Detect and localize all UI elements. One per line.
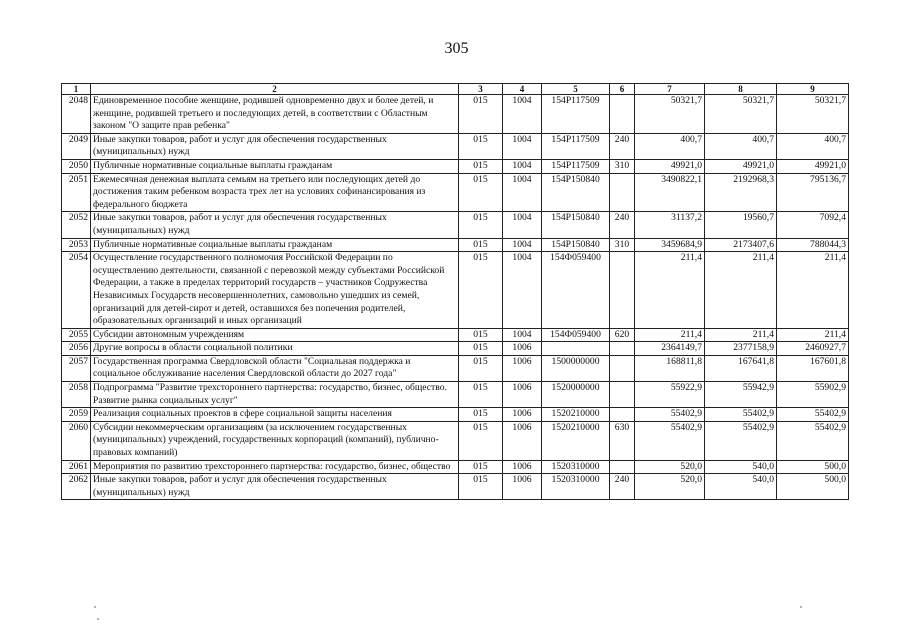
amount-col7: 520,0 xyxy=(635,460,705,474)
table-body xyxy=(62,95,849,500)
expense-type-code: 240 xyxy=(610,133,635,159)
amount-col9: 55402,9 xyxy=(777,421,849,460)
expense-type-code xyxy=(610,460,635,474)
row-name: Реализация социальных проектов в сфере социальной защиты населения xyxy=(91,408,459,422)
ministry-code: 015 xyxy=(459,173,503,212)
target-article-code: 1520210000 xyxy=(542,408,610,422)
expense-type-code xyxy=(610,408,635,422)
amount-col9: 500,0 xyxy=(777,474,849,500)
ministry-code: 015 xyxy=(459,355,503,381)
ministry-code: 015 xyxy=(459,133,503,159)
ministry-code: 015 xyxy=(459,421,503,460)
expense-type-code xyxy=(610,342,635,356)
section-code: 1006 xyxy=(503,421,542,460)
row-name: Иные закупки товаров, работ и услуг для обеспечения государственных (муниципальных) нужд xyxy=(91,133,459,159)
amount-col9: 55402,9 xyxy=(777,408,849,422)
ministry-code: 015 xyxy=(459,408,503,422)
amount-col9: 2460927,7 xyxy=(777,342,849,356)
expense-type-code xyxy=(610,252,635,329)
page-number: 305 xyxy=(444,40,469,57)
row-name: Подпрограмма "Развитие трехстороннего партнерства: государство, бизнес, общество. Развитие рынка социальных услуг" xyxy=(91,382,459,408)
row-name: Государственная программа Свердловской области "Социальная поддержка и социальное обслуживание населения Свердловской области до 2027 года" xyxy=(91,355,459,381)
amount-col7: 55402,9 xyxy=(635,408,705,422)
amount-col7: 3490822,1 xyxy=(635,173,705,212)
table-row xyxy=(62,421,849,460)
row-name: Иные закупки товаров, работ и услуг для обеспечения государственных (муниципальных) нужд xyxy=(91,212,459,238)
ministry-code: 015 xyxy=(459,460,503,474)
table-row xyxy=(62,328,849,342)
header-row xyxy=(62,84,849,95)
row-number: 2048 xyxy=(62,95,91,134)
amount-col7: 31137,2 xyxy=(635,212,705,238)
amount-col8: 167641,8 xyxy=(705,355,777,381)
row-number: 2053 xyxy=(62,238,91,252)
row-number: 2059 xyxy=(62,408,91,422)
row-name: Мероприятия по развитию трехстороннего партнерства: государство, бизнес, общество xyxy=(91,460,459,474)
expense-type-code: 310 xyxy=(610,159,635,173)
budget-table xyxy=(61,83,849,500)
amount-col8: 55402,9 xyxy=(705,421,777,460)
section-code: 1006 xyxy=(503,474,542,500)
row-name: Другие вопросы в области социальной политики xyxy=(91,342,459,356)
expense-type-code: 240 xyxy=(610,474,635,500)
target-article-code: 154Ф059400 xyxy=(542,252,610,329)
expense-type-code xyxy=(610,95,635,134)
section-code: 1004 xyxy=(503,238,542,252)
amount-col7: 168811,8 xyxy=(635,355,705,381)
section-code: 1004 xyxy=(503,252,542,329)
row-name: Единовременное пособие женщине, родившей одновременно двух и более детей, и женщине, родившей третьего и последующих детей, в соответствии с Областным законом "О защите прав ребенка" xyxy=(91,95,459,134)
expense-type-code xyxy=(610,355,635,381)
amount-col8: 211,4 xyxy=(705,328,777,342)
amount-col8: 540,0 xyxy=(705,460,777,474)
ministry-code: 015 xyxy=(459,238,503,252)
ministry-code: 015 xyxy=(459,342,503,356)
row-number: 2061 xyxy=(62,460,91,474)
row-name: Субсидии некоммерческим организациям (за исключением государственных (муниципальных) учреждений, государственных корпораций (компаний), публично-правовых компаний) xyxy=(91,421,459,460)
row-number: 2049 xyxy=(62,133,91,159)
table-row xyxy=(62,238,849,252)
section-code: 1004 xyxy=(503,328,542,342)
amount-col8: 49921,0 xyxy=(705,159,777,173)
table-row xyxy=(62,382,849,408)
expense-type-code: 630 xyxy=(610,421,635,460)
section-code: 1006 xyxy=(503,355,542,381)
ministry-code: 015 xyxy=(459,95,503,134)
target-article-code: 154P117509 xyxy=(542,159,610,173)
amount-col9: 795136,7 xyxy=(777,173,849,212)
target-article-code: 1520000000 xyxy=(542,382,610,408)
section-code: 1004 xyxy=(503,212,542,238)
expense-type-code xyxy=(610,173,635,212)
row-number: 2054 xyxy=(62,252,91,329)
table-row xyxy=(62,173,849,212)
section-code: 1004 xyxy=(503,173,542,212)
scan-speck xyxy=(800,606,802,608)
table-row xyxy=(62,95,849,134)
amount-col7: 520,0 xyxy=(635,474,705,500)
amount-col8: 50321,7 xyxy=(705,95,777,134)
column-header: 8 xyxy=(705,84,777,95)
column-header: 3 xyxy=(459,84,503,95)
table-row xyxy=(62,212,849,238)
row-number: 2056 xyxy=(62,342,91,356)
row-name: Публичные нормативные социальные выплаты гражданам xyxy=(91,159,459,173)
amount-col8: 2377158,9 xyxy=(705,342,777,356)
amount-col9: 50321,7 xyxy=(777,95,849,134)
amount-col7: 50321,7 xyxy=(635,95,705,134)
amount-col8: 540,0 xyxy=(705,474,777,500)
amount-col7: 55402,9 xyxy=(635,421,705,460)
amount-col9: 500,0 xyxy=(777,460,849,474)
row-name: Осуществление государственного полномочия Российской Федерации по осуществлению деятельности, связанной с перевозкой между субъектами Российской Федерации, а также в пределах территорий государств – участников Содружества Независимых Государств несовершеннолетних, самовольно ушедших из семей, организаций для детей-сирот и детей, оставшихся без попечения родителей, образовательных организаций и иных организаций xyxy=(91,252,459,329)
section-code: 1006 xyxy=(503,342,542,356)
column-header: 7 xyxy=(635,84,705,95)
column-header: 1 xyxy=(62,84,91,95)
row-name: Публичные нормативные социальные выплаты гражданам xyxy=(91,238,459,252)
column-header: 4 xyxy=(503,84,542,95)
ministry-code: 015 xyxy=(459,252,503,329)
amount-col8: 55942,9 xyxy=(705,382,777,408)
amount-col9: 211,4 xyxy=(777,252,849,329)
amount-col9: 49921,0 xyxy=(777,159,849,173)
expense-type-code: 310 xyxy=(610,238,635,252)
table-row xyxy=(62,252,849,329)
scan-speck xyxy=(97,618,99,620)
ministry-code: 015 xyxy=(459,328,503,342)
table-row xyxy=(62,159,849,173)
row-number: 2050 xyxy=(62,159,91,173)
target-article-code: 154P117509 xyxy=(542,133,610,159)
amount-col8: 400,7 xyxy=(705,133,777,159)
row-number: 2057 xyxy=(62,355,91,381)
row-name: Ежемесячная денежная выплата семьям на третьего или последующих детей до достижения таким ребенком возраста трех лет на условиях софинансирования из федерального бюджета xyxy=(91,173,459,212)
target-article-code: 154P150840 xyxy=(542,238,610,252)
target-article-code: 154Ф059400 xyxy=(542,328,610,342)
ministry-code: 015 xyxy=(459,382,503,408)
column-header: 6 xyxy=(610,84,635,95)
amount-col7: 49921,0 xyxy=(635,159,705,173)
amount-col9: 211,4 xyxy=(777,328,849,342)
amount-col9: 7092,4 xyxy=(777,212,849,238)
ministry-code: 015 xyxy=(459,474,503,500)
target-article-code: 154P117509 xyxy=(542,95,610,134)
amount-col7: 400,7 xyxy=(635,133,705,159)
expense-type-code xyxy=(610,382,635,408)
row-number: 2060 xyxy=(62,421,91,460)
amount-col9: 55902,9 xyxy=(777,382,849,408)
row-number: 2052 xyxy=(62,212,91,238)
amount-col8: 19560,7 xyxy=(705,212,777,238)
column-header: 2 xyxy=(91,84,459,95)
target-article-code: 154P150840 xyxy=(542,212,610,238)
amount-col7: 211,4 xyxy=(635,252,705,329)
ministry-code: 015 xyxy=(459,212,503,238)
target-article-code: 1500000000 xyxy=(542,355,610,381)
table-row xyxy=(62,408,849,422)
scan-speck xyxy=(94,606,96,608)
amount-col7: 3459684,9 xyxy=(635,238,705,252)
row-name: Иные закупки товаров, работ и услуг для обеспечения государственных (муниципальных) нужд xyxy=(91,474,459,500)
row-name: Субсидии автономным учреждениям xyxy=(91,328,459,342)
section-code: 1004 xyxy=(503,133,542,159)
section-code: 1006 xyxy=(503,382,542,408)
amount-col7: 211,4 xyxy=(635,328,705,342)
expense-type-code: 240 xyxy=(610,212,635,238)
amount-col8: 55402,9 xyxy=(705,408,777,422)
row-number: 2058 xyxy=(62,382,91,408)
column-header: 9 xyxy=(777,84,849,95)
row-number: 2051 xyxy=(62,173,91,212)
amount-col8: 211,4 xyxy=(705,252,777,329)
table-row xyxy=(62,355,849,381)
target-article-code: 1520310000 xyxy=(542,474,610,500)
expense-type-code: 620 xyxy=(610,328,635,342)
target-article-code: 1520310000 xyxy=(542,460,610,474)
section-code: 1006 xyxy=(503,460,542,474)
row-number: 2055 xyxy=(62,328,91,342)
table-row xyxy=(62,460,849,474)
table-row xyxy=(62,133,849,159)
section-code: 1004 xyxy=(503,159,542,173)
amount-col9: 788044,3 xyxy=(777,238,849,252)
target-article-code: 154P150840 xyxy=(542,173,610,212)
section-code: 1004 xyxy=(503,95,542,134)
amount-col8: 2173407,6 xyxy=(705,238,777,252)
amount-col9: 400,7 xyxy=(777,133,849,159)
ministry-code: 015 xyxy=(459,159,503,173)
amount-col9: 167601,8 xyxy=(777,355,849,381)
table-row xyxy=(62,342,849,356)
table-row xyxy=(62,474,849,500)
section-code: 1006 xyxy=(503,408,542,422)
amount-col8: 2192968,3 xyxy=(705,173,777,212)
column-header: 5 xyxy=(542,84,610,95)
amount-col7: 2364149,7 xyxy=(635,342,705,356)
target-article-code: 1520210000 xyxy=(542,421,610,460)
target-article-code xyxy=(542,342,610,356)
amount-col7: 55922,9 xyxy=(635,382,705,408)
row-number: 2062 xyxy=(62,474,91,500)
